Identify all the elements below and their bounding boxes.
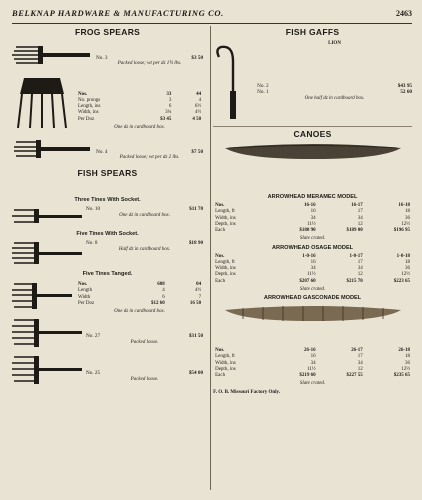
fish-gaffs-heading: FISH GAFFS: [285, 27, 340, 37]
frog-spear-spec-table: [76, 92, 203, 123]
table-cell: Width, ins: [78, 110, 99, 116]
fish-spear-no25: [12, 354, 203, 388]
item-price: 52 60: [400, 89, 412, 96]
table-row: [213, 279, 412, 285]
crating-note: Slate crated.: [299, 236, 326, 242]
table-cell: Per Doz: [78, 300, 95, 306]
page-number: 2463: [396, 9, 412, 18]
table-cell: 11½: [307, 221, 316, 227]
item-price: $54 00: [188, 370, 204, 377]
table-cell: 12½: [401, 221, 410, 227]
fish-spear-icon: [12, 240, 82, 266]
table-cell: 4½: [194, 288, 202, 294]
table-header-cell: 1-0-18: [396, 253, 410, 259]
table-cell: 36: [405, 215, 410, 221]
table-cell: 12½: [401, 272, 410, 278]
fish-spear-tanged: [12, 280, 203, 314]
fish-spear-no8: [12, 240, 203, 268]
packing-note: One dz in cardboard box.: [119, 212, 170, 218]
table-row: [213, 373, 412, 379]
table-cell: 18: [405, 209, 410, 215]
item-number: No. 1: [257, 89, 269, 96]
packing-note: One dz in cardboard box.: [114, 309, 165, 315]
table-header-cell: 16-18: [398, 203, 410, 209]
table-cell: 3: [168, 97, 172, 103]
packing-note: Packed loose; wt per dz 1¾ lbs.: [117, 61, 182, 67]
item-price: $3 50: [191, 54, 204, 61]
canoes-heading: CANOES: [293, 128, 332, 139]
item-number: No. 27: [86, 333, 101, 340]
fish-gaff-icon: [213, 41, 253, 121]
table-header-cell: 26-16: [303, 348, 316, 354]
table-cell: 6: [162, 294, 165, 300]
packing-note: Packed loose; wt per dz 2 lbs.: [119, 155, 180, 161]
frog-spears-heading: FROG SPEARS: [74, 27, 141, 37]
table-cell: Length, ft: [215, 209, 235, 215]
table-header-cell: 16-17: [351, 203, 363, 209]
table-cell: $227 55: [346, 373, 363, 379]
left-column: [12, 26, 203, 492]
table-cell: Width, ins: [215, 266, 236, 272]
fish-spear-icon: [12, 354, 82, 386]
table-cell: 17: [357, 209, 363, 215]
table-cell: No. prongs: [78, 97, 101, 103]
gasconade-description: [213, 324, 412, 346]
fish-spears-description: [12, 181, 203, 195]
tanged-spec-table: [76, 282, 203, 307]
table-cell: $223 65: [393, 278, 410, 284]
table-cell: 16: [310, 354, 316, 360]
frog-spear-icon: [12, 74, 72, 130]
table-cell: Length, ft: [215, 354, 235, 360]
table-cell: $12 60: [150, 300, 165, 306]
item-number: No. 10: [86, 206, 101, 213]
fish-spear-icon: [12, 280, 72, 312]
item-number: No. 4: [96, 148, 108, 155]
table-cell: Length, ft: [215, 259, 235, 265]
table-cell: Length: [78, 288, 93, 294]
item-price: $31 50: [188, 333, 204, 340]
packing-note: Half dz in cardboard box.: [118, 246, 171, 252]
meramec-heading: ARROWHEAD MERAMEC MODEL: [267, 194, 358, 201]
osage-heading: ARROWHEAD OSAGE MODEL: [271, 244, 354, 251]
table-row: [76, 301, 203, 307]
table-cell: 34: [357, 360, 363, 366]
table-header-cell: 608: [157, 282, 165, 288]
fish-spear-icon: [12, 206, 82, 226]
table-cell: Length, ins: [78, 104, 101, 110]
item-number: No. 3: [96, 54, 108, 61]
table-cell: 11½: [307, 272, 316, 278]
table-cell: 4 50: [192, 116, 202, 122]
table-cell: $189 00: [346, 228, 363, 234]
fish-gaff: [213, 41, 412, 123]
canoes-description: [213, 162, 412, 192]
table-cell: Depth, ins: [215, 272, 236, 278]
table-header-cell: 1-0-17: [349, 253, 363, 259]
crating-note: Slate crated.: [299, 286, 326, 292]
packing-note: One half dz in cardboard box.: [304, 95, 365, 101]
table-cell: Width, ins: [215, 360, 236, 366]
table-cell: $3 45: [160, 116, 172, 122]
table-cell: 12½: [401, 366, 410, 372]
table-cell: 11½: [307, 366, 316, 372]
packing-note: Packed loose.: [130, 376, 159, 382]
table-cell: $196 95: [393, 228, 410, 234]
table-header-cell: 16-16: [303, 203, 316, 209]
table-cell: 6½: [194, 104, 202, 110]
table-cell: 4: [162, 288, 165, 294]
gasconade-heading: ARROWHEAD GASCONADE MODEL: [263, 295, 362, 302]
meramec-spec-table: [213, 203, 412, 234]
five-tines-socket-heading: Five Tines With Socket.: [76, 231, 139, 238]
three-tines-heading: Three Tines With Socket.: [74, 197, 141, 204]
table-cell: 16: [310, 259, 316, 265]
table-cell: 16: [310, 209, 316, 215]
table-header-cell: Nos.: [78, 91, 88, 97]
table-cell: 34: [310, 215, 316, 221]
table-header-cell: 1-0-16: [302, 253, 316, 259]
osage-spec-table: [213, 254, 412, 285]
table-cell: 4½: [194, 110, 202, 116]
item-price: $11 70: [189, 206, 204, 213]
five-tines-tanged-heading: Five Tines Tanged.: [82, 271, 133, 278]
table-cell: 3¼: [165, 110, 172, 116]
page-header: [12, 8, 412, 24]
table-cell: 34: [357, 266, 363, 272]
table-row: [76, 117, 203, 123]
packing-note: Packed loose.: [130, 339, 159, 345]
table-cell: 12: [357, 221, 363, 227]
table-cell: Width, ins: [215, 215, 236, 221]
table-cell: 4: [198, 97, 202, 103]
table-cell: Depth, ins: [215, 366, 236, 372]
table-cell: $207 60: [299, 278, 316, 284]
table-header-cell: 44: [196, 91, 202, 97]
table-cell: 12: [357, 272, 363, 278]
table-cell: Width: [78, 294, 91, 300]
item-price: $7 50: [191, 148, 204, 155]
section-rule: [213, 126, 412, 127]
table-header-cell: Nos.: [215, 348, 225, 354]
table-header-cell: 04: [196, 282, 202, 288]
table-cell: Per Doz: [78, 116, 95, 122]
crating-note: Slate crated.: [299, 381, 326, 387]
table-cell: Each: [215, 278, 226, 284]
fob-note: F. O. B. Missouri Factory Only.: [213, 389, 280, 395]
table-cell: 17: [357, 259, 363, 265]
packing-note: One dz in cardboard box.: [114, 124, 165, 130]
item-number: No. 25: [86, 370, 101, 377]
table-cell: 16 50: [189, 300, 202, 306]
fish-spear-icon: [12, 317, 82, 349]
right-column: [213, 26, 412, 492]
fish-spear-no10: [12, 206, 203, 228]
table-cell: 17: [357, 354, 363, 360]
item-number: No. 8: [86, 240, 98, 247]
frog-spear-icon: [12, 41, 92, 69]
item-price: $43 95: [397, 82, 412, 89]
table-cell: 34: [310, 360, 316, 366]
table-cell: 18: [405, 259, 410, 265]
table-header-cell: 26-18: [398, 348, 410, 354]
table-cell: 6: [168, 104, 172, 110]
table-header-cell: Nos.: [78, 282, 88, 288]
table-cell: 18: [405, 354, 410, 360]
canoe-icon: [223, 304, 403, 322]
canoe-icon: [223, 142, 403, 160]
frog-spear-33-44: [12, 74, 203, 132]
item-number: No. 2: [257, 82, 269, 89]
table-cell: Depth, ins: [215, 221, 236, 227]
table-cell: $180 90: [299, 228, 316, 234]
table-cell: 34: [310, 266, 316, 272]
table-cell: 36: [405, 266, 410, 272]
table-header-cell: Nos.: [215, 203, 225, 209]
table-cell: Each: [215, 228, 226, 234]
fish-spears-heading: FISH SPEARS: [77, 167, 138, 178]
frog-spear-no3: [12, 41, 203, 71]
table-cell: Each: [215, 373, 226, 379]
table-cell: 7: [198, 294, 202, 300]
table-cell: 12: [357, 366, 363, 372]
columns: [12, 26, 412, 492]
page-title: BELKNAP HARDWARE & MANUFACTURING CO.: [12, 8, 224, 18]
frog-spear-icon: [12, 135, 92, 163]
table-cell: $235 65: [393, 373, 410, 379]
brand-name: LION: [328, 40, 341, 46]
item-price: $18 90: [188, 240, 204, 247]
table-header-cell: Nos.: [215, 253, 225, 259]
gasconade-spec-table: [213, 348, 412, 379]
table-header-cell: 33: [166, 91, 172, 97]
table-cell: 34: [357, 215, 363, 221]
frog-spear-no4: [12, 135, 203, 165]
table-row: [213, 228, 412, 234]
table-header-cell: 26-17: [351, 348, 363, 354]
table-cell: 36: [405, 360, 410, 366]
table-cell: $219 60: [299, 373, 316, 379]
table-cell: $215 70: [346, 278, 363, 284]
fish-spear-no27: [12, 317, 203, 351]
